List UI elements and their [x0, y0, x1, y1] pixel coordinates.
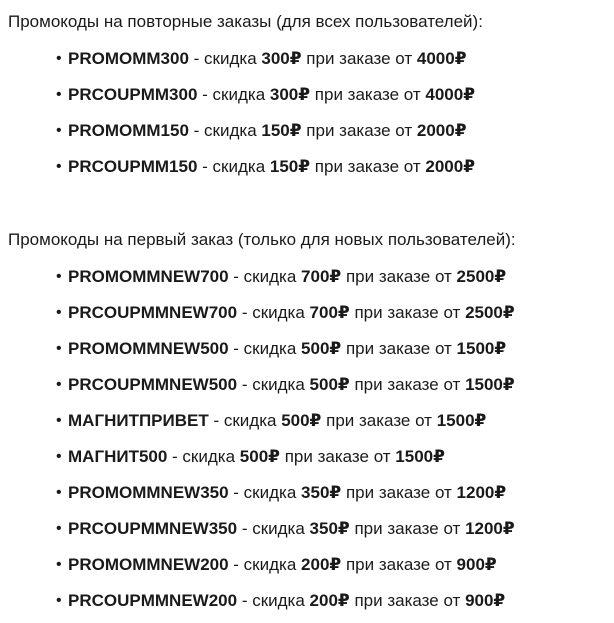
discount-amount: 200₽ [301, 555, 342, 574]
promo-item [0, 259, 614, 295]
min-order-amount: 1500₽ [395, 447, 445, 466]
min-order-label: при заказе от [341, 267, 457, 286]
promo-item [0, 41, 614, 77]
promo-code: PRCOUPMMNEW500 [68, 375, 238, 394]
bullet-icon: • [56, 122, 62, 139]
bullet-icon: • [56, 556, 62, 573]
discount-label: - скидка [208, 411, 282, 430]
bullet-icon: • [56, 376, 62, 393]
discount-label: - скидка [197, 157, 270, 176]
promo-code: PRCOUPMM300 [68, 85, 198, 104]
bullet-icon: • [56, 304, 62, 321]
discount-amount: 150₽ [261, 121, 302, 140]
promo-item [0, 403, 614, 439]
discount-amount: 700₽ [309, 303, 350, 322]
promo-code: PROMOMM150 [68, 121, 189, 140]
promo-code: PRCOUPMMNEW350 [68, 519, 238, 538]
min-order-label: при заказе от [349, 303, 466, 322]
repeat-orders-section [0, 10, 614, 185]
min-order-amount: 1500₽ [436, 411, 487, 430]
discount-label: - скидка [228, 555, 302, 574]
repeat-orders-list [0, 41, 614, 185]
promo-item [0, 367, 614, 403]
discount-label: - скидка [228, 483, 302, 502]
discount-amount: 350₽ [301, 483, 342, 502]
discount-amount: 700₽ [301, 267, 342, 286]
min-order-label: при заказе от [310, 85, 426, 104]
promo-item [0, 583, 614, 619]
promo-item [0, 547, 614, 583]
promo-code: PRCOUPMM150 [68, 157, 198, 176]
min-order-label: при заказе от [349, 375, 466, 394]
min-order-amount: 1200₽ [465, 519, 515, 538]
discount-label: - скидка [228, 267, 302, 286]
min-order-amount: 2000₽ [425, 157, 476, 176]
bullet-icon: • [56, 50, 62, 67]
discount-label: - скидка [237, 591, 310, 610]
discount-label: - скидка [237, 519, 310, 538]
discount-label: - скидка [237, 375, 310, 394]
min-order-label: при заказе от [310, 157, 426, 176]
discount-amount: 300₽ [269, 85, 311, 104]
discount-label: - скидка [228, 339, 302, 358]
discount-label: - скидка [167, 447, 240, 466]
promo-code: PROMOMMNEW700 [68, 267, 229, 286]
first-order-section [0, 228, 614, 619]
discount-amount: 500₽ [239, 447, 280, 466]
min-order-label: при заказе от [349, 519, 466, 538]
promo-code: PRCOUPMMNEW200 [68, 591, 238, 610]
promo-code: PRCOUPMMNEW700 [68, 303, 238, 322]
min-order-label: при заказе от [321, 411, 437, 430]
min-order-amount: 1500₽ [456, 339, 507, 358]
promo-item [0, 77, 614, 113]
min-order-amount: 4000₽ [425, 85, 476, 104]
bullet-icon: • [56, 340, 62, 357]
min-order-amount: 2000₽ [416, 121, 467, 140]
min-order-label: при заказе от [349, 591, 466, 610]
promo-item [0, 331, 614, 367]
discount-label: - скидка [237, 303, 310, 322]
promo-code: PROMOMMNEW350 [68, 483, 229, 502]
promo-item [0, 511, 614, 547]
bullet-icon: • [56, 448, 62, 465]
min-order-amount: 2500₽ [465, 303, 515, 322]
discount-amount: 300₽ [261, 49, 302, 68]
min-order-amount: 1200₽ [456, 483, 507, 502]
min-order-amount: 2500₽ [456, 267, 507, 286]
promo-item [0, 475, 614, 511]
bullet-icon: • [56, 592, 62, 609]
discount-amount: 500₽ [301, 339, 342, 358]
discount-amount: 500₽ [281, 411, 322, 430]
min-order-label: при заказе от [341, 555, 457, 574]
discount-amount: 200₽ [309, 591, 350, 610]
promo-item [0, 149, 614, 185]
min-order-amount: 1500₽ [465, 375, 515, 394]
min-order-label: при заказе от [301, 49, 417, 68]
discount-amount: 350₽ [309, 519, 350, 538]
min-order-label: при заказе от [301, 121, 417, 140]
bullet-icon: • [56, 412, 62, 429]
discount-label: - скидка [197, 85, 270, 104]
promo-item [0, 113, 614, 149]
discount-amount: 500₽ [309, 375, 350, 394]
repeat-orders-heading: Промокоды на повторные заказы (для всех пользователей): [8, 12, 483, 31]
bullet-icon: • [56, 268, 62, 285]
discount-amount: 150₽ [269, 157, 311, 176]
min-order-amount: 900₽ [465, 591, 506, 610]
min-order-label: при заказе от [341, 339, 457, 358]
bullet-icon: • [56, 520, 62, 537]
discount-label: - скидка [188, 49, 262, 68]
min-order-label: при заказе от [341, 483, 457, 502]
discount-label: - скидка [188, 121, 262, 140]
min-order-label: при заказе от [279, 447, 396, 466]
min-order-amount: 900₽ [456, 555, 497, 574]
first-order-heading: Промокоды на первый заказ (только для новых пользователей): [8, 230, 516, 249]
promo-code: PROMOMMNEW500 [68, 339, 229, 358]
min-order-amount: 4000₽ [416, 49, 467, 68]
bullet-icon: • [56, 484, 62, 501]
promo-code: МАГНИТПРИВЕТ [68, 411, 209, 430]
promo-item [0, 439, 614, 475]
promo-item [0, 295, 614, 331]
promo-code: PROMOMMNEW200 [68, 555, 229, 574]
first-order-list [0, 259, 614, 619]
promo-code: МАГНИТ500 [68, 447, 168, 466]
bullet-icon: • [56, 86, 62, 103]
promo-code: PROMOMM300 [68, 49, 189, 68]
bullet-icon: • [56, 158, 62, 175]
